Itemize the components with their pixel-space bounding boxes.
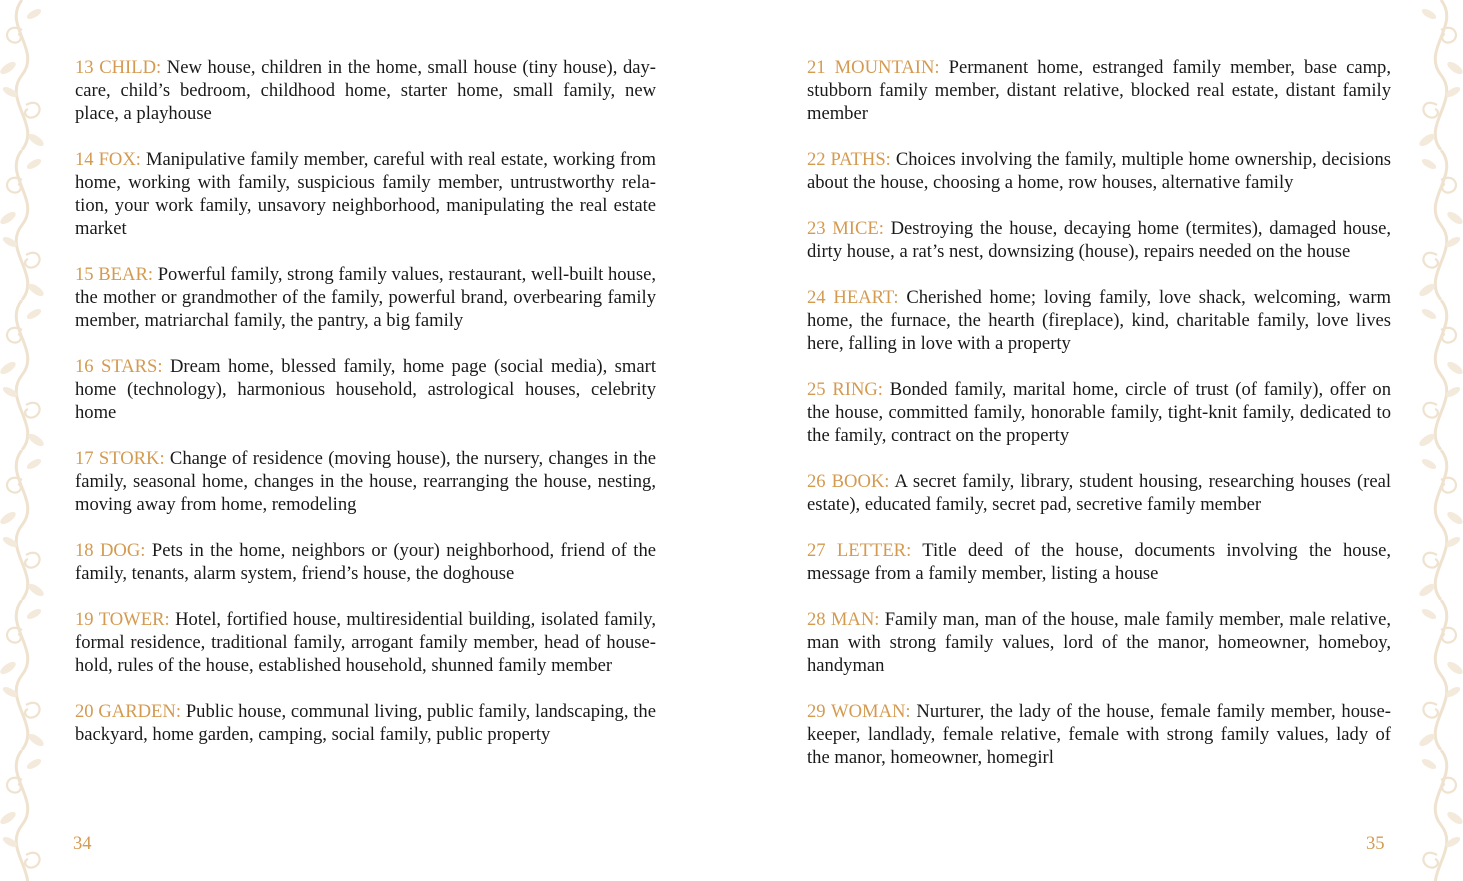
entry-key: 27 LETTER: [807,540,912,561]
right-page [807,56,1391,792]
entry-text: Bonded family, marital home, circle of trust (of family), offer on the house, committed family, honorable family, tight-knit family, dedicated to the family, contract on the property [807,379,1392,446]
entry-26-book [807,470,1391,516]
entry-key: 23 MICE: [807,218,884,239]
entry-key: 18 DOG: [75,540,146,561]
entry-text: Cherished home; loving family, love shack, welcoming, warm home, the furnace, the hearth (fireplace), kind, charitable family, love lives here, falling in love with a property [807,287,1391,354]
entry-29-woman [807,700,1391,769]
entry-text: Change of residence (moving house), the nursery, changes in the family, seasonal home, changes in the house, rearranging the house, nesting, moving away from home, remodeling [75,448,656,515]
page-number-right: 35 [1366,833,1385,854]
entry-22-paths [807,148,1391,194]
entry-key: 15 BEAR: [75,264,154,285]
entry-key: 29 WOMAN: [807,701,911,722]
entry-24-heart [807,286,1391,355]
entry-text: Family man, man of the house, male family member, male relative, man with strong family values, lord of the manor, homeowner, homeboy, handyman [807,609,1391,676]
entry-text: Hotel, fortified house, multiresidential building, isolated family, formal residence, traditional family, arrogant family member, head of household, rules of the house, established household, shunned family member [75,609,656,676]
entry-13-child [75,56,656,125]
entry-key: 26 BOOK: [807,471,890,492]
entry-18-dog [75,539,656,585]
entry-text: Manipulative family member, careful with real estate, working from home, working with family, suspicious family member, untrustworthy relation, your work family, unsavory neighborhood, manipulating the real estate market [75,149,656,239]
entry-key: 24 HEART: [807,287,899,308]
left-page [75,56,656,769]
entry-15-bear [75,263,656,332]
entry-27-letter [807,539,1391,585]
entry-key: 14 FOX: [75,149,141,170]
entry-text: Powerful family, strong family values, restaurant, well-built house, the mother or grandmother of the family, powerful brand, overbearing family member, matriarchal family, the pantry, a big family [75,264,656,331]
entry-key: 16 STARS: [75,356,163,377]
entry-19-tower [75,608,656,677]
left-ornamental-border [0,0,44,881]
left-vine-ornament [0,0,44,881]
page-number-left: 34 [73,833,92,854]
right-vine-ornament [1419,0,1463,881]
entry-key: 28 MAN: [807,609,880,630]
entry-key: 22 PATHS: [807,149,891,170]
entry-23-mice [807,217,1391,263]
entry-key: 13 CHILD: [75,57,162,78]
entry-21-mountain [807,56,1391,125]
entry-key: 20 GARDEN: [75,701,182,722]
entry-text: Pets in the home, neighbors or (your) neighborhood, friend of the family, tenants, alarm system, friend’s house, the doghouse [75,540,656,584]
entry-key: 19 TOWER: [75,609,170,630]
entry-text: Title deed of the house, documents involving the house, message from a family member, listing a house [807,540,1392,584]
entry-text: Permanent home, estranged family member, base camp, stubborn family member, distant relative, blocked real estate, distant family member [807,57,1392,124]
entry-28-man [807,608,1391,677]
entry-text: New house, children in the home, small house (tiny house), daycare, child’s bedroom, childhood home, starter home, small family, new place, a playhouse [75,57,656,124]
entry-text: Destroying the house, decaying home (termites), damaged house, dirty house, a rat’s nest, downsizing (house), repairs needed on the house [807,218,1391,262]
entry-17-stork [75,447,656,516]
entry-key: 17 STORK: [75,448,165,469]
entry-text: Choices involving the family, multiple home ownership, decisions about the house, choosing a home, row houses, alternative family [807,149,1391,193]
entry-text: Nurturer, the lady of the house, female family member, housekeeper, landlady, female relative, female with strong family values, lady of the manor, homeowner, homegirl [807,701,1391,768]
entry-14-fox [75,148,656,240]
entry-20-garden [75,700,656,746]
entry-text: Public house, communal living, public family, landscaping, the backyard, home garden, camping, social family, public property [75,701,656,745]
entry-key: 21 MOUNTAIN: [807,57,940,78]
entry-16-stars [75,355,656,424]
entry-25-ring [807,378,1391,447]
entry-text: Dream home, blessed family, home page (social media), smart home (technology), harmonious household, astrological houses, celebrity home [75,356,656,423]
right-ornamental-border [1419,0,1463,881]
entry-text: A secret family, library, student housing, researching houses (real estate), educated family, secret pad, secretive family member [807,471,1391,515]
entry-key: 25 RING: [807,379,883,400]
